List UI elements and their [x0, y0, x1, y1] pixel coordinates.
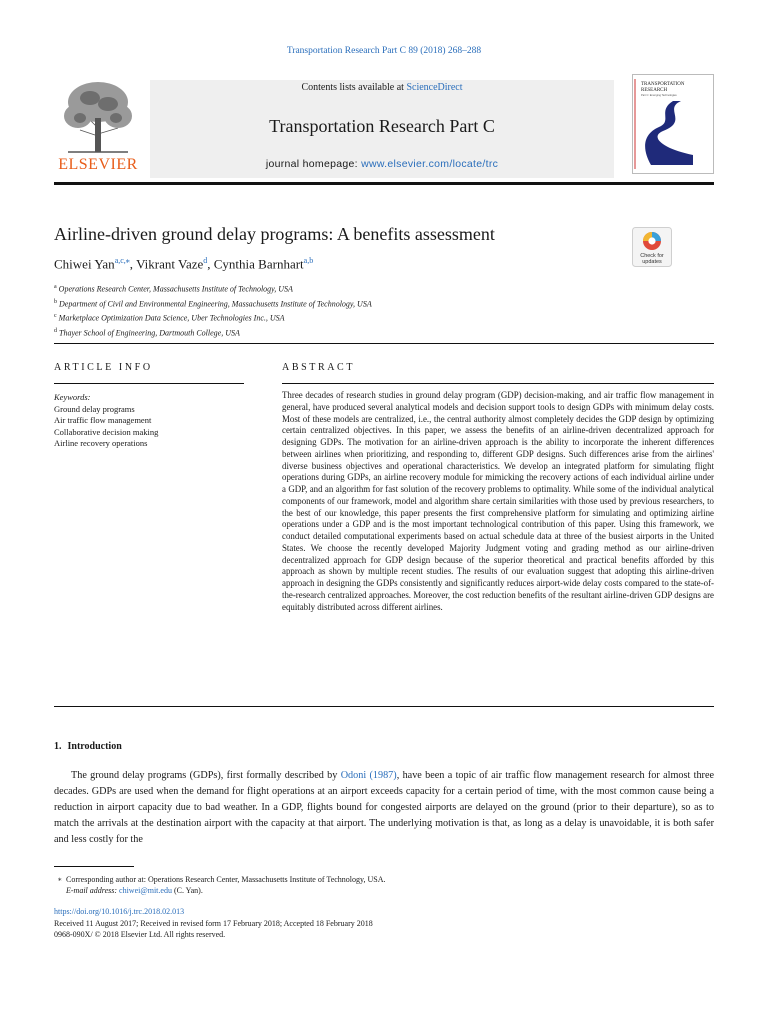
- abstract-bottom-divider: [54, 706, 714, 707]
- journal-homepage-line: [150, 158, 614, 170]
- sciencedirect-link[interactable]: ScienceDirect: [406, 82, 463, 93]
- author-affiliation-marker[interactable]: a,b: [303, 256, 314, 265]
- email-note: [66, 885, 666, 896]
- affiliation-text: Operations Research Center, Massachusetts Institute of Technology, USA: [58, 284, 293, 294]
- email-suffix: (C. Yan).: [173, 886, 203, 895]
- cover-title-line2: RESEARCH: [641, 88, 668, 93]
- affiliation-item: [54, 310, 654, 325]
- keyword-list: [54, 404, 244, 450]
- affiliation-text: Marketplace Optimization Data Science, Uber Technologies Inc., USA: [58, 313, 285, 323]
- header-divider: [54, 182, 714, 185]
- section-heading-introduction: [54, 741, 122, 752]
- author-email-link[interactable]: chiwei@mit.edu: [119, 886, 172, 895]
- section-number: 1.: [54, 741, 62, 752]
- crossmark-line2: updates: [642, 259, 662, 265]
- footnote-divider: [54, 866, 134, 867]
- author-list: [54, 256, 313, 272]
- affiliation-item: [54, 325, 654, 340]
- affiliation-key: a: [54, 284, 57, 290]
- footnote-marker: ⁎: [58, 875, 62, 883]
- contents-prefix: Contents lists available at: [301, 82, 407, 93]
- abstract-heading: ABSTRACT: [282, 362, 356, 373]
- publication-metadata: [54, 906, 654, 941]
- article-info-heading: ARTICLE INFO: [54, 362, 153, 373]
- affiliation-list: [54, 281, 654, 340]
- author-name: Cynthia Barnhart: [213, 256, 304, 272]
- journal-homepage-link[interactable]: www.elsevier.com/locate/trc: [361, 158, 499, 170]
- keyword-item: Airline recovery operations: [54, 438, 148, 448]
- abstract-text: Three decades of research studies in ground delay program (GDP) decision-making, and air traffic flow management in general, have produced several analytical models and decision support tools to design GDPs with minimum delay costs. Most of these models are centralized, i.e., the central authority almost completely decides the GDP design by optimizing certain centralized objectives. In this paper, we assess the benefits of an airline-driven decentralized approach for designing GDPs. The motivation for an airline-driven approach is the ability to incorporate the inherent differences between airlines when prioritizing, and responding to, different GDP designs. Such differences arise from the airlines' diverse business objectives and operational characteristics. We develop an integrated platform for simulating flight operations during GDPs, an airline recovery module for mimicking the recovery actions of each individual airline under a GDP, and an algorithm for fast solution of the recovery problems to optimality. While some of the individual analytical components of our framework, model and algorithm share certain similarities with those used by previous researchers, to the best of our knowledge, this paper presents the first comprehensive platform for simulating and optimizing airline operations under a GDP and is the most important technological contribution of this paper. Using this framework, we conduct detailed computational experiments based on actual schedule data at three of the busiest airports in the United States. We choose the recently developed Majority Judgment voting and grading method as our airline-driven decentralized approach for GDP design because of the superior theoretical and practical benefits afforded by this approach as shown by multiple recent studies. The results of our evaluation suggest that adopting this airline-driven approach in designing the GDPs consistently and significantly reduces airport-wide delay costs compared to the state-of-the-research centralized approaches. Moreover, the cost reduction benefits of the resultant airline-driven GDP designs are equitably distributed across different airlines.: [282, 390, 714, 612]
- crossmark-line1: Check for: [640, 253, 664, 259]
- check-for-updates-badge[interactable]: [632, 227, 672, 267]
- title-divider: [54, 343, 714, 344]
- affiliation-key: d: [54, 327, 57, 334]
- journal-reference-link[interactable]: Transportation Research Part C 89 (2018) 268–288: [286, 46, 482, 56]
- keyword-item: Ground delay programs: [54, 403, 135, 414]
- intro-text-part2: , have been a topic of air traffic flow management research for almost three decades. GDPs are used when the demand for flight operations at an airport exceeds capacity for a certain period of time, with the most common cause being a reduction in airport capacity due to bad weather. In a GDP, flights bound for congested airports are delayed on the ground (prior to their departure), so as to match the arrivals at the destination airport with the capacity at that airport. The underlying motivation is that, as long as a delay is unavoidable, it is both safer and less costly for the: [54, 770, 714, 845]
- received-dates: Received 11 August 2017; Received in revised form 17 February 2018; Accepted 18 February 2018: [54, 918, 373, 928]
- author-name: Chiwei Yan: [54, 256, 115, 272]
- cover-title-line1: TRANSPORTATION: [641, 82, 685, 87]
- cover-road-icon: [633, 75, 713, 173]
- corresponding-author-note: Corresponding author at: Operations Research Center, Massachusetts Institute of Technology, USA.: [66, 875, 386, 884]
- abstract-divider: [282, 383, 714, 384]
- keyword-item: Air traffic flow management: [54, 415, 152, 425]
- affiliation-key: c: [54, 313, 57, 320]
- journal-cover-thumbnail[interactable]: [632, 74, 714, 174]
- article-title: Airline-driven ground delay programs: A benefits assessment: [54, 224, 495, 244]
- doi-link[interactable]: https://doi.org/10.1016/j.trc.2018.02.013: [54, 907, 185, 916]
- contents-line: [150, 82, 614, 93]
- issn-copyright: 0968-090X/ © 2018 Elsevier Ltd. All rights reserved.: [54, 930, 226, 939]
- introduction-paragraph: [54, 768, 714, 848]
- crossmark-icon: [632, 227, 672, 267]
- intro-text-part1: The ground delay programs (GDPs), first formally described by: [71, 770, 341, 781]
- cover-subtitle: Part C: Emerging Technologies: [641, 94, 677, 97]
- author-affiliation-marker[interactable]: a,c,⁎: [114, 256, 130, 265]
- citation-odoni-1987-link[interactable]: Odoni (1987): [340, 770, 397, 781]
- footnotes: [54, 874, 666, 896]
- affiliation-text: Thayer School of Engineering, Dartmouth College, USA: [59, 328, 240, 338]
- author-separator: ,: [207, 256, 214, 272]
- affiliation-key: b: [54, 298, 57, 305]
- article-info-divider: [54, 383, 244, 384]
- author-name: Vikrant Vaze: [136, 256, 204, 272]
- keywords-block: [54, 392, 244, 450]
- section-title: Introduction: [67, 741, 122, 752]
- elsevier-logo: [54, 78, 142, 174]
- author-affiliation-marker[interactable]: d: [203, 256, 208, 265]
- author-separator: ,: [129, 256, 137, 272]
- homepage-prefix: journal homepage:: [265, 158, 362, 170]
- affiliation-text: Department of Civil and Environmental Engineering, Massachusetts Institute of Technology, USA: [59, 299, 372, 309]
- email-label: E-mail address:: [66, 886, 118, 895]
- keyword-item: Collaborative decision making: [54, 426, 159, 437]
- affiliation-item: [54, 281, 654, 296]
- publisher-wordmark: ELSEVIER: [58, 156, 138, 173]
- keywords-label: Keywords:: [54, 392, 91, 402]
- affiliation-item: [54, 296, 654, 311]
- elsevier-tree-icon: [58, 78, 138, 154]
- journal-title: Transportation Research Part C: [269, 116, 495, 136]
